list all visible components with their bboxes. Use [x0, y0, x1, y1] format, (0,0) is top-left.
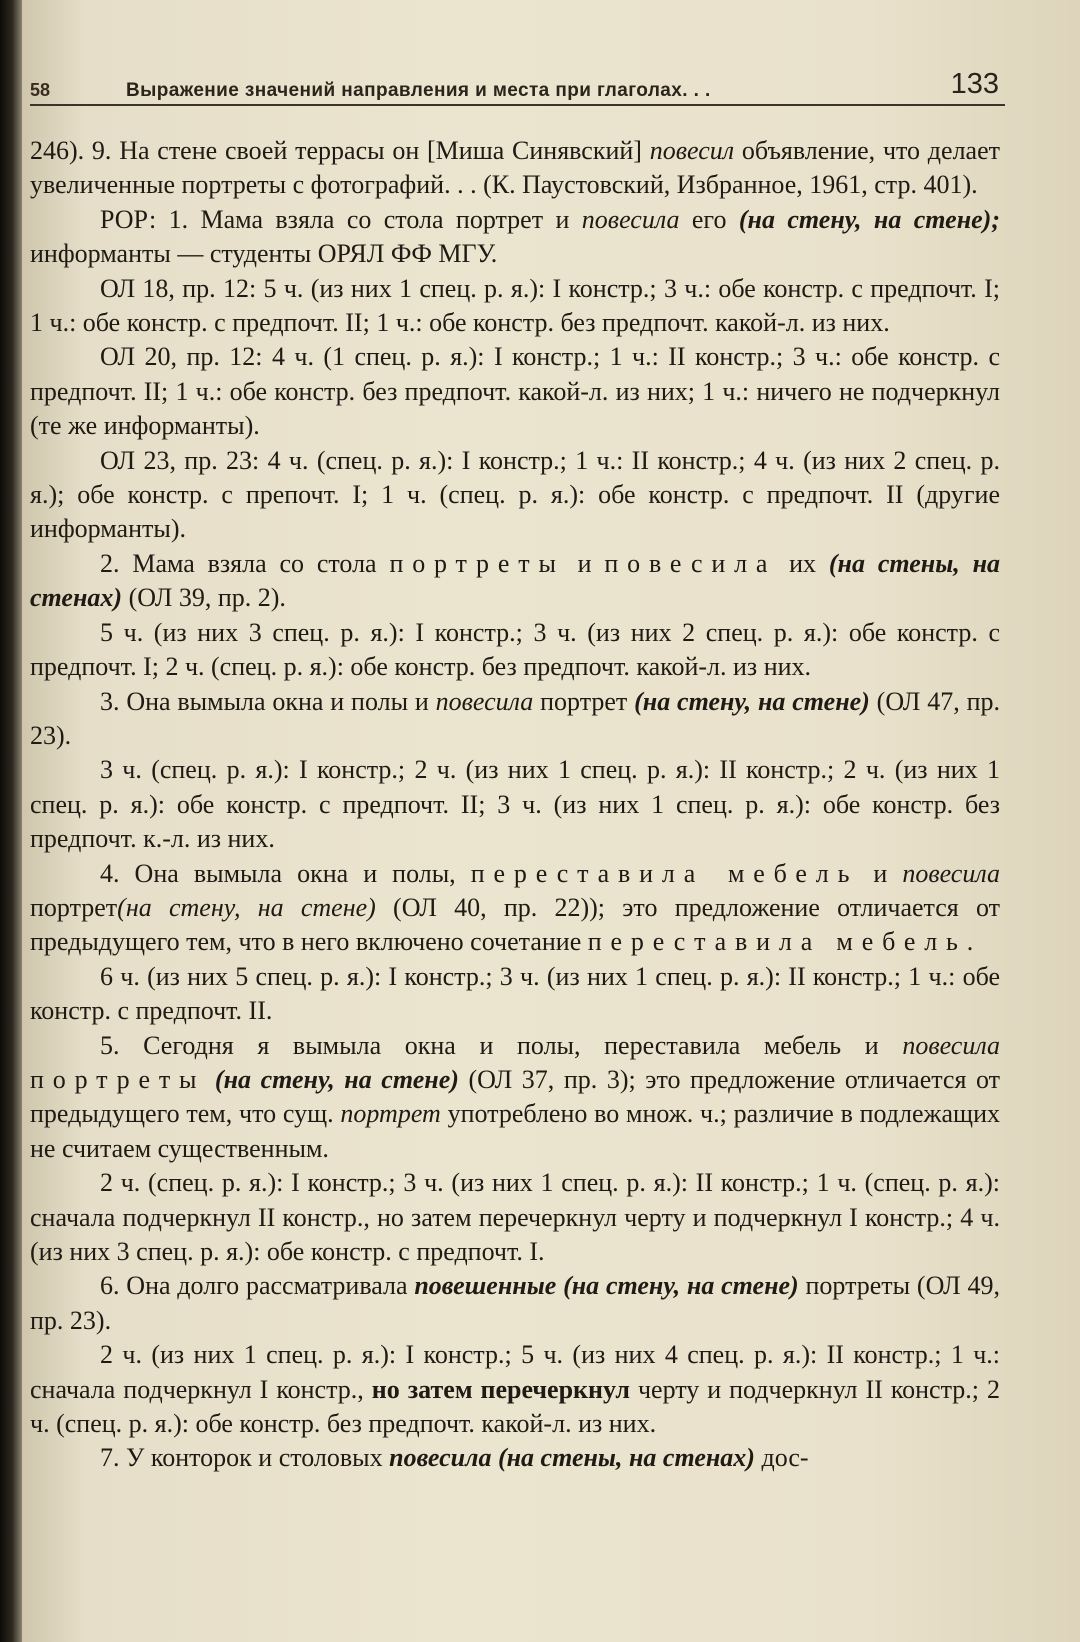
text-segment: [205, 1065, 215, 1094]
text-segment: (ОЛ 37, пр. 3); это предложение отличается от предыдущего тем, что сущ.: [30, 1064, 1001, 1129]
text-segment: черту и подчеркнул II констр.; 2 ч. (спец. р. я.): обе констр. без предпочт. какой-л. из них.: [30, 1374, 1000, 1439]
text-segment: повесила: [902, 858, 1000, 888]
text-segment: 3. Она вымыла окна и полы и: [100, 686, 436, 716]
paragraph: [30, 1029, 1000, 1167]
text-segment: повешенные (на стену, на стене): [414, 1271, 799, 1301]
text-segment: портреты (ОЛ 49, пр. 23).: [30, 1271, 1000, 1335]
paragraph: [30, 857, 1000, 960]
text-segment: .: [966, 927, 974, 957]
text-segment: (ОЛ 47, пр. 23).: [30, 686, 1001, 750]
text-segment: (на стены, на стенах): [30, 548, 1001, 613]
text-segment: портрет: [533, 686, 635, 716]
text-segment: повесил: [649, 136, 735, 165]
text-segment: портреты: [30, 1064, 206, 1094]
text-segment: его: [679, 204, 739, 234]
paragraph: [30, 444, 1000, 547]
text-segment: 2. Мама взяла со стола: [100, 548, 390, 578]
text-segment: (на стену, на стене): [634, 686, 870, 716]
text-segment: (на стену, на стене): [117, 892, 376, 922]
paragraph: [30, 272, 1000, 341]
text-segment: повесила: [435, 686, 534, 716]
paragraph: [30, 547, 1000, 616]
text-segment: (на стену, на стене): [214, 1064, 459, 1094]
text-segment: 2 ч. (спец. р. я.): I констр.; 3 ч. (из них 1 спец. р. я.): II констр.; 1 ч. (спец. р. я.): сначала подчеркнул II констр., но затем перечеркнул черту и подчеркнул I констр.; 4 ч. (из них 3 спец. р. я.): обе констр. с предпочт. I.: [30, 1168, 1000, 1266]
text-segment: и: [858, 858, 903, 888]
paragraph: [30, 134, 1000, 203]
text-segment: повесила: [581, 204, 680, 234]
paragraph: [30, 1269, 1000, 1338]
text-segment: 246). 9. На стене своей террасы он [Миша Синявский]: [30, 136, 650, 165]
paragraph: [30, 203, 1000, 272]
paragraph: [30, 1338, 1000, 1441]
text-segment: портреты: [389, 548, 565, 578]
text-segment: переставила мебель: [470, 858, 859, 888]
page-marker: 58: [30, 80, 51, 100]
text-segment: объявление, что делает увеличенные портреты с фотографий. . . (К. Паустовский, Избранное, 1961, стр. 401).: [30, 136, 1000, 200]
text-segment: и: [564, 548, 605, 578]
text-segment: (на стену, на стене);: [738, 204, 1000, 234]
text-segment: повесила: [902, 1030, 1000, 1060]
text-segment: 5. Сегодня я вымыла окна и полы, переставила мебель и: [100, 1030, 903, 1060]
text-segment: портрет: [340, 1099, 441, 1129]
text-segment: 5 ч. (из них 3 спец. р. я.): I констр.; 3 ч. (из них 2 спец. р. я.): обе констр. с предпочт. I; 2 ч. (спец. р. я.): обе констр. без предпочт. какой-л. из них.: [30, 617, 1000, 682]
text-segment: ОЛ 20, пр. 12: 4 ч. (1 спец. р. я.): I констр.; 1 ч.: II констр.; 3 ч.: обе констр. с предпочт. II; 1 ч.: обе констр. без предпочт. какой-л. из них; 1 ч.: ничего не подчеркнул (те же информанты).: [30, 342, 1000, 441]
paragraph: [30, 616, 1000, 685]
text-segment: употреблено во множ. ч.; различие в подлежащих не считаем существенным.: [30, 1099, 1000, 1163]
text-segment: но затем перечеркнул: [371, 1374, 630, 1404]
text-segment: повесила (на стены, на стенах): [389, 1443, 755, 1473]
paragraph: [30, 1441, 1000, 1475]
text-segment: портрет: [30, 892, 118, 922]
text-segment: (ОЛ 39, пр. 2).: [122, 583, 286, 613]
text-segment: 7. У конторок и столовых: [100, 1443, 390, 1473]
text-segment: их: [776, 548, 829, 578]
paragraph: [30, 1166, 1000, 1269]
page-number: 133: [950, 68, 999, 100]
paragraph: [30, 685, 1000, 754]
text-segment: переставила мебель: [587, 927, 967, 957]
text-segment: 3 ч. (спец. р. я.): I констр.; 2 ч. (из них 1 спец. р. я.): II констр.; 2 ч. (из них 1 спец. р. я.): обе констр. с предпочт. II; 3 ч. (из них 1 спец. р. я.): обе констр. без предпочт. к.-л. из них.: [30, 755, 1000, 854]
text-segment: повесила: [604, 548, 777, 578]
text-segment: РОР: 1. Мама взяла со стола портрет и: [100, 204, 582, 234]
book-page: [22, 0, 1080, 1642]
body-text: [30, 134, 1000, 1476]
text-segment: 4. Она вымыла окна и полы,: [100, 858, 471, 888]
text-segment: 6. Она долго рассматривала: [100, 1271, 415, 1301]
text-segment: дос-: [754, 1443, 809, 1473]
book-spine-shadow: [0, 0, 22, 1642]
text-segment: 2 ч. (из них 1 спец. р. я.): I констр.; 5 ч. (из них 4 спец. р. я.): II констр.; 1 ч.: сначала подчеркнул I констр.,: [30, 1340, 1000, 1404]
text-segment: 6 ч. (из них 5 спец. р. я.): I констр.; 3 ч. (из них 1 спец. р. я.): II констр.; 1 ч.: обе констр. с предпочт. II.: [30, 961, 1000, 1026]
text-segment: ОЛ 23, пр. 23: 4 ч. (спец. р. я.): I констр.; 1 ч.: II констр.; 4 ч. (из них 2 спец. р. я.); обе констр. с препочт. I; 1 ч. (спец. р. я.): обе констр. с предпочт. II (другие информанты).: [30, 445, 1000, 544]
paragraph: [30, 960, 1000, 1029]
text-segment: (ОЛ 40, пр. 22)); это предложение отличается от предыдущего тем, что в него включено сочетание: [30, 892, 1000, 957]
paragraph: [30, 753, 1000, 856]
paragraph: [30, 340, 1000, 443]
text-segment: ОЛ 18, пр. 12: 5 ч. (из них 1 спец. р. я.): I констр.; 3 ч.: обе констр. с предпочт. I; 1 ч.: обе констр. с предпочт. II; 1 ч.: обе констр. без предпочт. какой-л. из них.: [30, 273, 1000, 338]
running-title: Выражение значений направления и места при глаголах. . .: [126, 80, 711, 101]
running-head: [30, 64, 1005, 106]
text-segment: информанты — студенты ОРЯЛ ФФ МГУ.: [30, 239, 498, 269]
